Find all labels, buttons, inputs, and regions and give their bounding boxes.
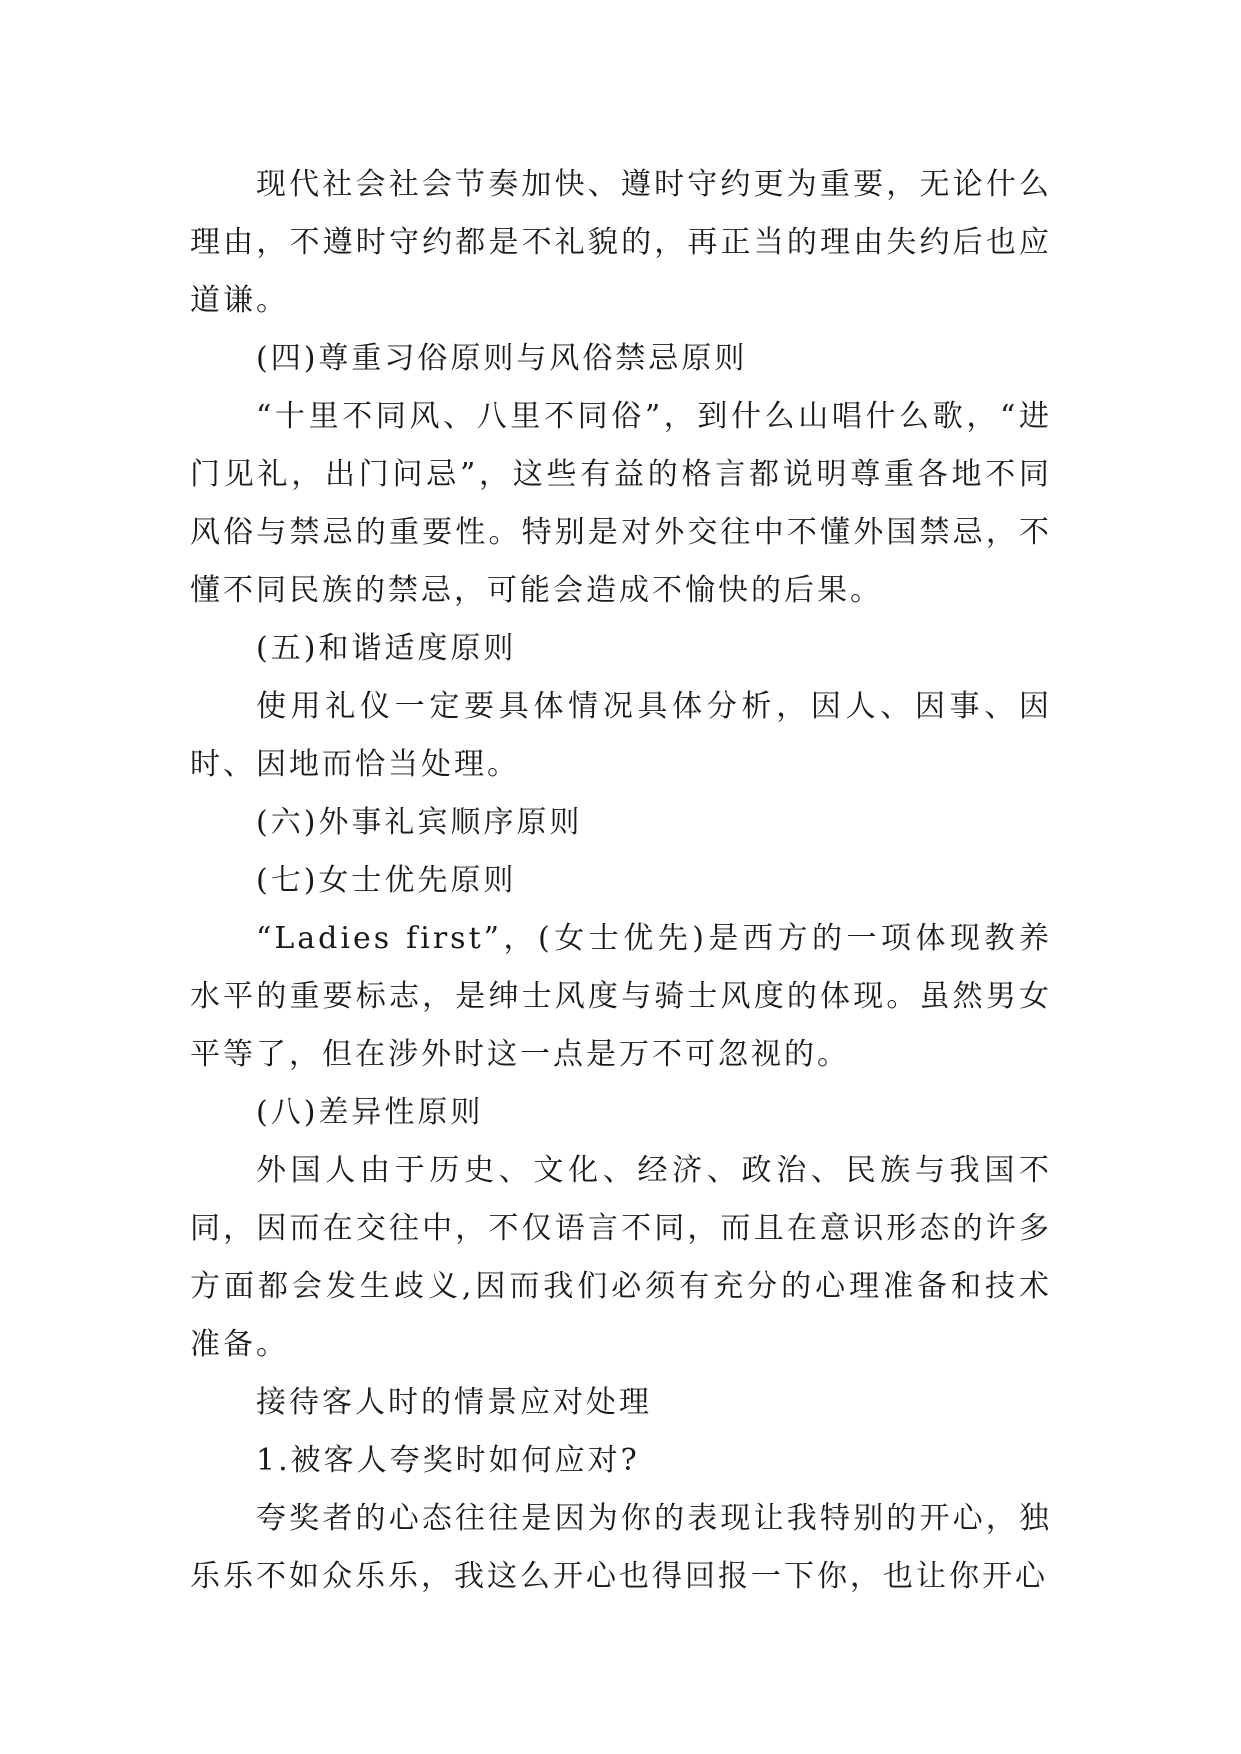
paragraph-customs: “十里不同风、八里不同俗”，到什么山唱什么歌，“进门见礼，出门问忌”，这些有益的格言都说明尊重各地不同风俗与禁忌的重要性。特别是对外交往中不懂外国禁忌，不懂不同民族的禁忌，可能会造成不愉快的后果。 — [190, 399, 1052, 608]
heading-customs-principle: (四)尊重习俗原则与风俗禁忌原则 — [256, 341, 748, 376]
paragraph-punctuality: 现代社会社会节奏加快、遵时守约更为重要，无论什么理由，不遵时守约都是不礼貌的，再正当的理由失约后也应道谦。 — [190, 167, 1052, 318]
heading-harmony-principle: (五)和谐适度原则 — [256, 631, 517, 666]
heading-ladies-first-principle: (七)女士优先原则 — [256, 863, 517, 898]
paragraph-praise: 夸奖者的心态往往是因为你的表现让我特别的开心，独乐乐不如众乐乐，我这么开心也得回报一下你，也让你开心 — [190, 1501, 1052, 1594]
heading-reception-scenarios: 接待客人时的情景应对处理 — [256, 1385, 652, 1420]
paragraph-difference: 外国人由于历史、文化、经济、政治、民族与我国不同，因而在交往中，不仅语言不同，而且在意识形态的许多方面都会发生歧义,因而我们必须有充分的心理准备和技术准备。 — [190, 1153, 1052, 1362]
paragraph-harmony: 使用礼仪一定要具体情况具体分析，因人、因事、因时、因地而恰当处理。 — [190, 689, 1052, 782]
heading-difference-principle: (八)差异性原则 — [256, 1095, 484, 1130]
heading-praise-response: 1.被客人夸奖时如何应对? — [256, 1443, 640, 1478]
heading-protocol-order-principle: (六)外事礼宾顺序原则 — [256, 805, 583, 840]
document-body — [190, 156, 1052, 1606]
paragraph-ladies-first: “Ladies first”，(女士优先)是西方的一项体现教养水平的重要标志，是绅士风度与骑士风度的体现。虽然男女平等了，但在涉外时这一点是万不可忽视的。 — [190, 921, 1052, 1072]
